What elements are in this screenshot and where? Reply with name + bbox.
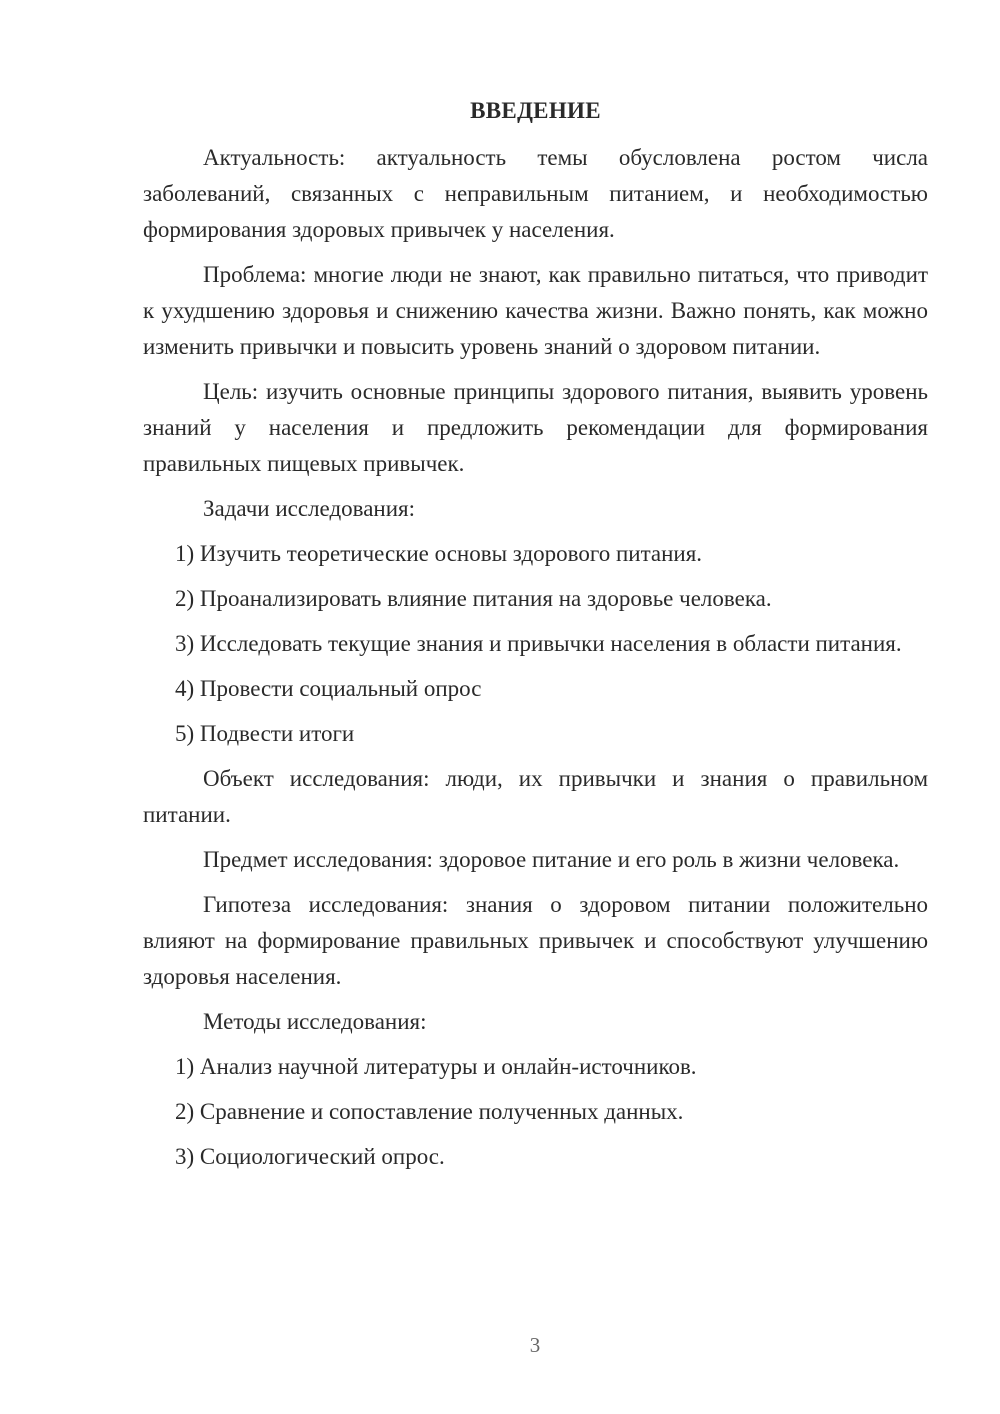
object-paragraph: Объект исследования: люди, их привычки и знания о правильном питании. xyxy=(143,766,928,827)
page-number: 3 xyxy=(529,1333,541,1357)
method-item: 3) Социологический опрос. xyxy=(175,1144,445,1169)
task-item: 1) Изучить теоретические основы здорового питания. xyxy=(175,541,703,566)
section-title: ВВЕДЕНИЕ xyxy=(470,98,601,123)
method-item: 1) Анализ научной литературы и онлайн-источников. xyxy=(175,1054,697,1079)
methods-heading: Методы исследования: xyxy=(203,1009,427,1034)
tasks-heading: Задачи исследования: xyxy=(203,496,416,521)
task-item: 5) Подвести итоги xyxy=(175,721,355,746)
hypothesis-paragraph: Гипотеза исследования: знания о здоровом питании положительно влияют на формирование правильных привычек и способствуют улучшению здоровья населения. xyxy=(143,892,928,989)
problem-paragraph: Проблема: многие люди не знают, как правильно питаться, что приводит к ухудшению здоровья и снижению качества жизни. Важно понять, как можно изменить привычки и повысить уровень знаний о здоровом питании. xyxy=(143,262,928,359)
method-item: 2) Сравнение и сопоставление полученных данных. xyxy=(175,1099,684,1124)
relevance-paragraph: Актуальность: актуальность темы обусловлена ростом числа заболеваний, связанных с неправильным питанием, и необходимостью формирования здоровых привычек у населения. xyxy=(143,145,928,242)
goal-paragraph: Цель: изучить основные принципы здорового питания, выявить уровень знаний у населения и предложить рекомендации для формирования правильных пищевых привычек. xyxy=(143,379,928,476)
task-item: 4) Провести социальный опрос xyxy=(175,676,482,701)
document-body xyxy=(143,140,928,1184)
task-item: 3) Исследовать текущие знания и привычки населения в области питания. xyxy=(175,631,902,656)
task-item: 2) Проанализировать влияние питания на здоровье человека. xyxy=(175,586,772,611)
subject-paragraph: Предмет исследования: здоровое питание и его роль в жизни человека. xyxy=(203,847,900,872)
